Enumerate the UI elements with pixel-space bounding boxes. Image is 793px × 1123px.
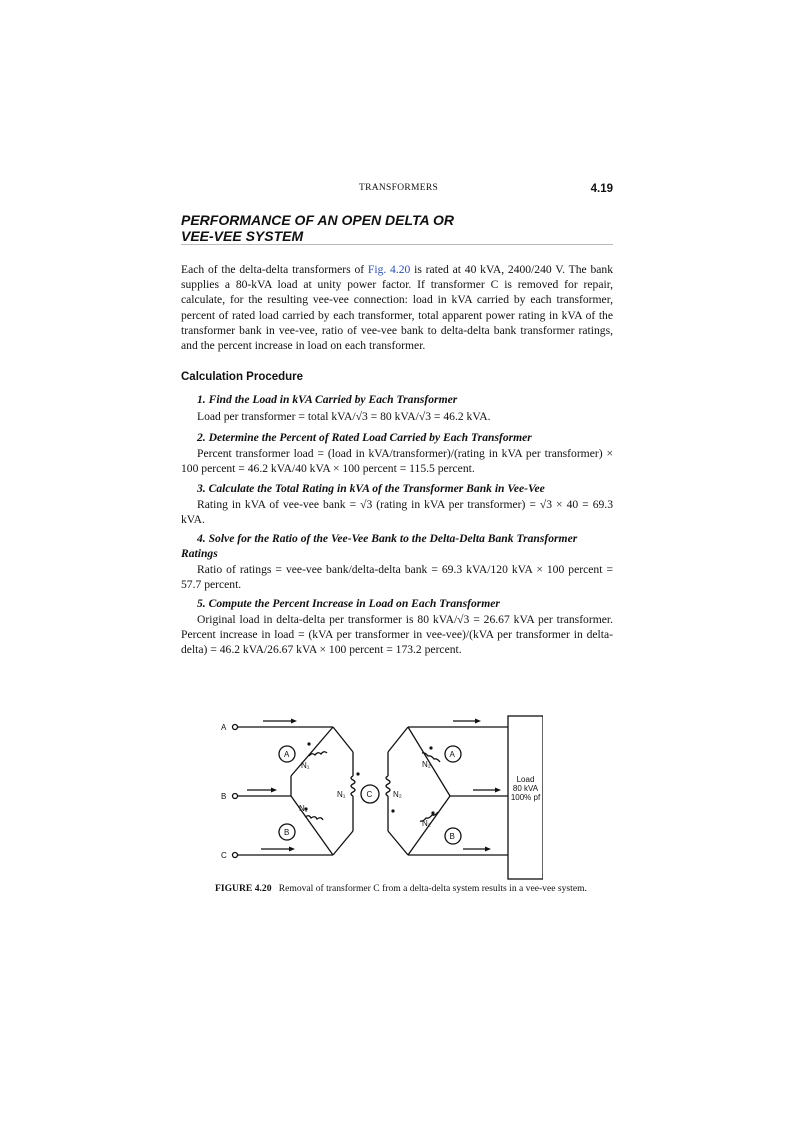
right-vertical-coil [386,752,390,831]
figure-caption [215,883,595,895]
terminal-a-node [233,725,238,730]
problem-statement [181,262,613,353]
left-lower-coil-line [291,796,333,855]
arrowhead-right-bottom [485,847,491,852]
terminal-b-node [233,794,238,799]
step-3-body: Rating in kVA of vee-vee bank = √3 (rating in kVA per transformer) = √3 × 40 = 69.3 kVA. [181,498,613,527]
right-coil-a-label: A [449,750,455,759]
page-number: 4.19 [590,183,613,195]
arrowhead-right-top [475,719,481,724]
left-vertical-winding-label: N₁ [337,790,346,799]
arrowhead-right-middle [495,788,501,793]
section-title-line-1: PERFORMANCE OF AN OPEN DELTA OR [181,212,454,228]
right-coil-b-label: B [449,832,455,841]
right-vertical-winding-label: N₂ [393,790,402,799]
figure-link[interactable]: Fig. 4.20 [367,263,411,276]
polarity-dot [307,742,310,745]
left-right-upper-line [333,727,353,752]
step-1-body: Load per transformer = total kVA/√3 = 80 kVA/√3 = 46.2 kVA. [197,410,491,423]
left-right-lower-line [333,831,353,855]
arrowhead-c [289,847,295,852]
step-3-heading: 3. Calculate the Total Rating in kVA of the Transformer Bank in Vee-Vee [197,482,545,495]
terminal-c-node [233,853,238,858]
left-vertical-coil [351,752,355,831]
left-upper-winding-label: N₁ [301,761,310,770]
arrowhead-b [271,788,277,793]
polarity-dot [356,772,359,775]
problem-text-start: Each of the delta-delta transformers of [181,263,368,276]
left-coil-a-label: A [284,750,290,759]
left-lower-winding-label: N₁ [299,804,308,813]
terminal-b-label: B [221,792,227,801]
left-upper-coil-line [291,727,333,776]
figure-caption-text: Removal of transformer C from a delta-delta system results in a vee-vee system. [278,883,587,894]
right-left-lower-line [388,831,408,855]
center-coil-label: C [366,790,373,799]
step-1-heading: 1. Find the Load in kVA Carried by Each Transformer [197,393,458,406]
right-left-upper-line [388,727,408,752]
left-coil-b-label: B [284,828,290,837]
running-header [181,183,613,199]
step-4-heading: 4. Solve for the Ratio of the Vee-Vee Bank to the Delta-Delta Bank Transformer Ratings [181,532,578,560]
step-2-heading: 2. Determine the Percent of Rated Load Carried by Each Transformer [197,431,532,444]
figure-label: FIGURE 4.20 [215,883,272,894]
step-2-body: Percent transformer load = (load in kVA/transformer)/(rating in kVA per transformer) × 100 percent = 46.2 kVA/40 kVA × 100 percent = 115.5 percent. [181,447,613,476]
section-title-line-2: VEE-VEE SYSTEM [181,228,304,244]
load-power-factor: 100% pf [510,793,541,802]
arrowhead-a [291,719,297,724]
step-4-body: Ratio of ratings = vee-vee bank/delta-delta bank = 69.3 kVA/120 kVA × 100 percent = 57.7 percent. [181,563,613,592]
load-label: Load [516,775,535,784]
step-5-body: Original load in delta-delta per transformer is 80 kVA/√3 = 26.67 kVA per transformer. Percent increase in load = (kVA per transformer in vee-vee)/(kVA per transformer in delta-delta) = 46.2 kVA/26.67 kVA × 100 percent = 173.2 percent. [181,613,613,657]
section-title [181,212,613,244]
right-upper-winding-label: N₂ [422,760,431,769]
load-rating: 80 kVA [512,784,539,793]
terminal-c-label: C [221,851,227,860]
polarity-dot [431,811,434,814]
step-5-heading: 5. Compute the Percent Increase in Load on Each Transformer [197,597,500,610]
running-title: TRANSFORMERS [359,183,439,193]
polarity-dot [391,809,394,812]
section-divider [181,244,613,245]
right-lower-winding-label: N₂ [422,819,431,828]
vee-vee-circuit-diagram [213,712,543,882]
calculation-heading: Calculation Procedure [181,371,304,383]
polarity-dot [429,746,432,749]
terminal-a-label: A [221,723,227,732]
problem-text-end: is rated at 40 kVA, 2400/240 V. The bank supplies a 80-kVA load at unity power factor. If transformer C is removed for repair, calculate, for the resulting vee-vee connection: load in kVA carried by each transformer, percent of rated load carried by each transformer, total apparent power rating in kVA of the transformer bank in vee-vee, ratio of vee-vee bank to delta-delta bank transformer ratings, and the percent increase in load on each transformer. [181,263,613,353]
